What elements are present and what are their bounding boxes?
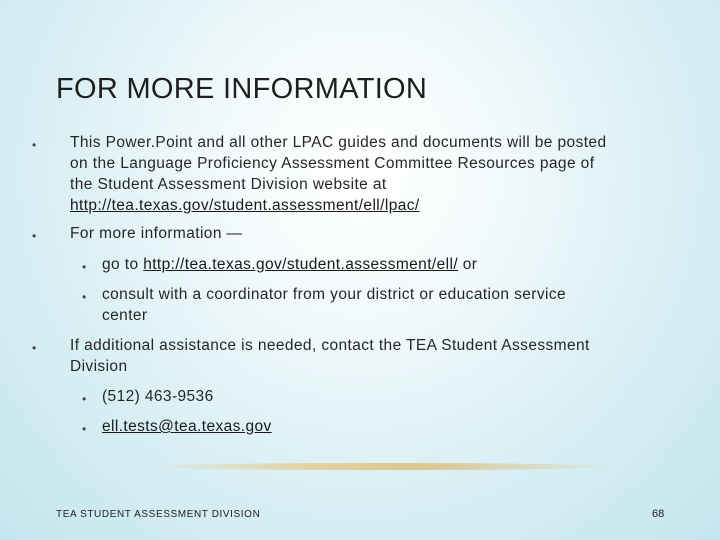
item-text-line: on the Language Proficiency Assessment Committee Resources page of (70, 155, 595, 172)
item-text-line: Division (70, 358, 128, 375)
page-number: 68 (652, 508, 665, 520)
bullet-icon: • (32, 341, 37, 355)
sub-bullet-icon: • (82, 422, 87, 436)
phone-number: (512) 463-9536 (102, 388, 214, 405)
sub-item-consult (102, 284, 692, 326)
bullet-icon: • (32, 138, 37, 152)
ell-site-link[interactable]: http://tea.texas.gov/student.assessment/ell/ (143, 256, 459, 273)
item-text: For more information — (70, 225, 243, 242)
item-text-line: This Power.Point and all other LPAC guides and documents will be posted (70, 134, 607, 151)
item-text-line: consult with a coordinator from your district or education service (102, 286, 567, 303)
bullet-icon: • (32, 229, 37, 243)
sub-item-phone (102, 386, 214, 407)
footer-label: TEA STUDENT ASSESSMENT DIVISION (56, 509, 261, 520)
sub-item-email (102, 416, 272, 437)
sub-bullet-icon: • (82, 260, 87, 274)
sub-item-prefix: go to (102, 256, 144, 273)
sub-bullet-icon: • (82, 290, 87, 304)
item-text-line: If additional assistance is needed, contact the TEA Student Assessment (70, 337, 590, 354)
email-link[interactable]: ell.tests@tea.texas.gov (102, 418, 272, 435)
sub-bullet-icon: • (82, 392, 87, 406)
item-text-line: the Student Assessment Division website at (70, 176, 387, 193)
item-text-line: center (102, 307, 148, 324)
list-item-ppt-posted (70, 132, 690, 216)
slide-title: FOR MORE INFORMATION (56, 73, 428, 105)
lpac-resources-link[interactable]: http://tea.texas.gov/student.assessment/ell/lpac/ (70, 197, 420, 214)
sub-item-suffix: or (458, 256, 478, 273)
list-item-more-info (70, 223, 242, 244)
sub-item-go-to (102, 254, 477, 275)
list-item-assistance (70, 335, 690, 377)
decorative-divider (148, 463, 618, 470)
